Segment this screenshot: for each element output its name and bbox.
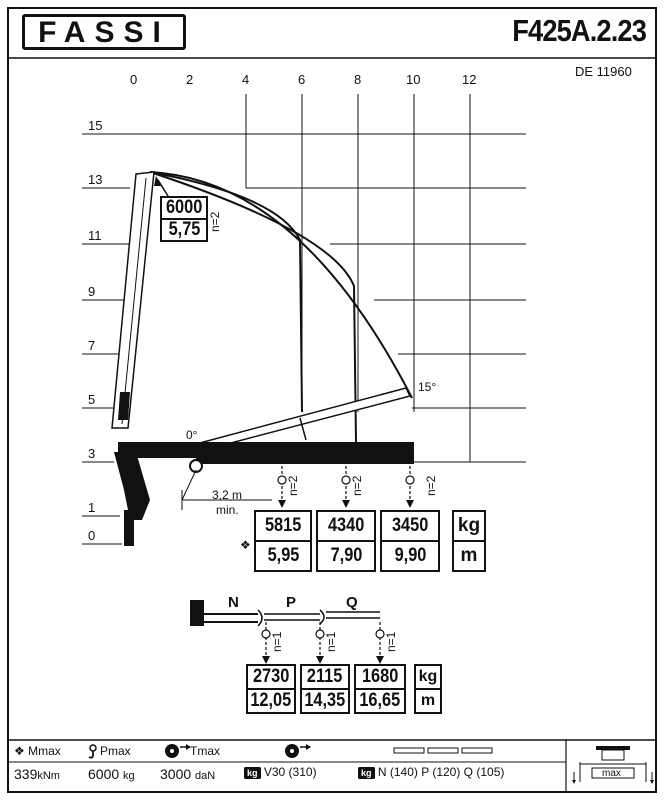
y-tick-7: 7 <box>88 338 96 353</box>
winch-weight: kg V30 (310) <box>244 765 317 779</box>
vertical-boom <box>112 172 154 428</box>
y-tick-11: 11 <box>88 228 102 243</box>
main-load-1-falls: n=2 <box>286 475 300 496</box>
y-tick-3: 3 <box>88 446 96 461</box>
main-load-1-kg: 5815 <box>254 510 312 542</box>
pmax-label: Pmax <box>100 744 131 758</box>
extension-label-q: Q <box>346 594 358 611</box>
angle-15-label: 15° <box>418 380 437 394</box>
top-load-kg: 6000 <box>160 196 208 220</box>
main-load-3-m: 9,90 <box>380 540 440 572</box>
main-unit-m: m <box>452 540 486 572</box>
ext-load-2-falls: n=1 <box>324 631 338 652</box>
extension-label-n: N <box>228 594 239 611</box>
max-width-icon <box>572 742 654 788</box>
main-unit-kg: kg <box>452 510 486 542</box>
brand-logo: FASSI <box>22 14 186 50</box>
weight-kg-icon-2: kg <box>358 767 375 779</box>
main-load-1-m: 5,95 <box>254 540 312 572</box>
ext-load-3-falls: n=1 <box>384 631 398 652</box>
document-number: DE 11960 <box>575 64 632 79</box>
mmax-value: 339kNm <box>14 766 60 782</box>
ext-load-1-m: 12,05 <box>246 688 296 714</box>
boom-15-degree <box>196 388 410 450</box>
ext-unit-m: m <box>414 688 442 714</box>
mmax-legend: ❖ Mmax <box>14 744 61 758</box>
ext-load-1-falls: n=1 <box>270 631 284 652</box>
y-tick-15: 15 <box>88 118 103 133</box>
ext-load-2-kg: 2115 <box>300 664 350 690</box>
max-label: max <box>602 768 621 779</box>
y-tick-9: 9 <box>88 284 96 299</box>
extensions-icon <box>392 745 502 757</box>
main-load-3-kg: 3450 <box>380 510 440 542</box>
hook-icon <box>86 744 100 760</box>
ext-load-3-m: 16,65 <box>354 688 406 714</box>
tmax-value: 3000 daN <box>160 766 216 782</box>
ext-load-3-kg: 1680 <box>354 664 406 690</box>
main-load-2-falls: n=2 <box>350 475 364 496</box>
x-tick-4: 4 <box>242 72 250 87</box>
mmax-marker-icon: ❖ <box>14 744 25 758</box>
extension-label-p: P <box>286 594 297 611</box>
y-tick-5: 5 <box>88 392 96 407</box>
min-reach-label: min. <box>216 503 239 517</box>
min-reach-value: 3,2 m <box>212 488 243 502</box>
x-tick-2: 2 <box>186 72 194 87</box>
tmax-label: Tmax <box>190 744 220 758</box>
main-load-2-kg: 4340 <box>316 510 376 542</box>
ext-load-1-kg: 2730 <box>246 664 296 690</box>
y-tick-0: 0 <box>88 528 96 543</box>
x-tick-10: 10 <box>406 72 421 87</box>
x-tick-0: 0 <box>130 72 138 87</box>
weight-kg-icon: kg <box>244 767 261 779</box>
crane-base <box>114 452 150 520</box>
x-tick-12: 12 <box>462 72 477 87</box>
mmax-marker-icon: ❖ <box>240 538 251 552</box>
winch-icon <box>162 743 192 759</box>
top-load-falls: n=2 <box>208 211 222 232</box>
y-tick-1: 1 <box>88 500 96 515</box>
model-number: F425A.2.23 <box>512 13 646 48</box>
horizontal-boom <box>118 442 414 458</box>
x-tick-6: 6 <box>298 72 306 87</box>
angle-0-label: 0° <box>186 428 198 442</box>
ext-unit-kg: kg <box>414 664 442 690</box>
main-load-2-m: 7,90 <box>316 540 376 572</box>
ext-load-2-m: 14,35 <box>300 688 350 714</box>
extensions-weight: kg N (140) P (120) Q (105) <box>358 765 504 779</box>
top-load-m: 5,75 <box>160 218 208 242</box>
main-load-3-falls: n=2 <box>424 475 438 496</box>
pmax-value: 6000 kg <box>88 766 135 782</box>
y-tick-13: 13 <box>88 172 103 187</box>
winch-icon-2 <box>282 743 312 759</box>
x-tick-8: 8 <box>354 72 362 87</box>
